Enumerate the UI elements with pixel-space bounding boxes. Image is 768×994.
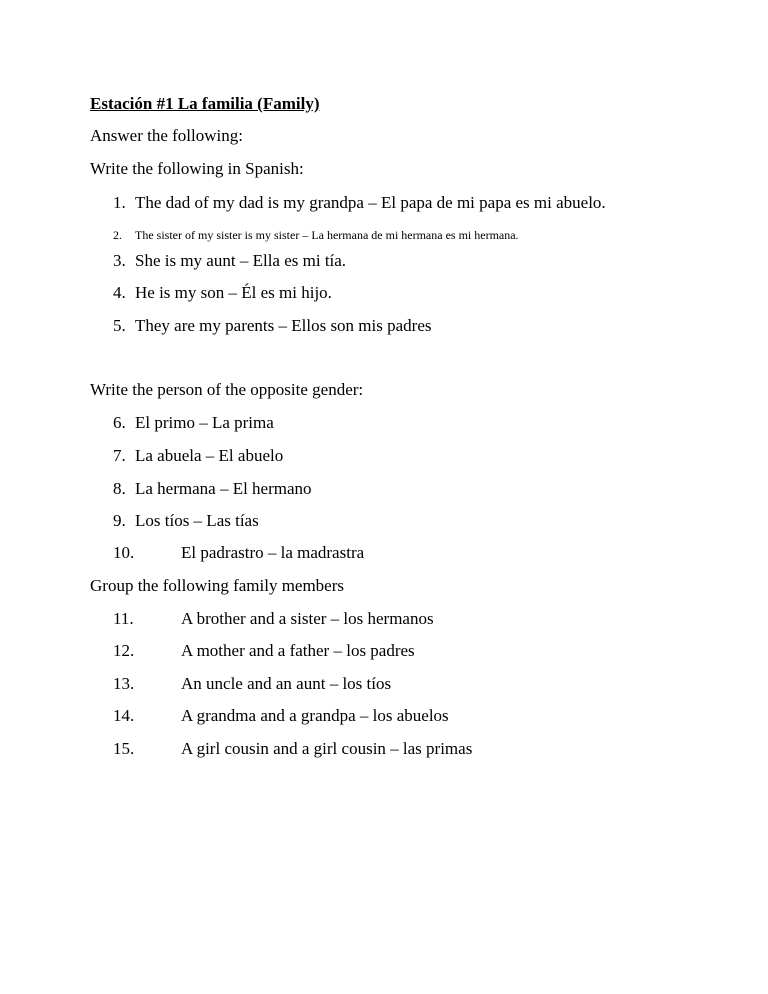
item-number: 5.: [113, 316, 126, 335]
item-text: A grandma and a grandpa – los abuelos: [181, 706, 449, 725]
item-text: A mother and a father – los padres: [181, 641, 415, 660]
instruction-text: Answer the following:: [90, 126, 243, 145]
item-number: 11.: [113, 609, 134, 628]
item-number: 6.: [113, 413, 126, 432]
item-number: 12.: [113, 641, 135, 660]
item-number: 4.: [113, 283, 126, 302]
item-text: The sister of my sister is my sister – La hermana de mi hermana es mi hermana.: [135, 228, 519, 242]
item-text: A girl cousin and a girl cousin – las primas: [181, 739, 473, 758]
item-text: La hermana – El hermano: [135, 479, 312, 498]
item-number: 15.: [113, 739, 135, 758]
item-text: El padrastro – la madrastra: [181, 543, 365, 562]
item-number: 13.: [113, 674, 135, 693]
item-number: 2.: [113, 228, 122, 242]
item-number: 10.: [113, 543, 135, 562]
item-text: The dad of my dad is my grandpa – El papa de mi papa es mi abuelo.: [135, 193, 606, 212]
item-number: 14.: [113, 706, 135, 725]
item-text: A brother and a sister – los hermanos: [181, 609, 434, 628]
item-number: 9.: [113, 511, 126, 530]
page-title: Estación #1 La familia (Family): [90, 94, 320, 113]
item-text: They are my parents – Ellos son mis padres: [135, 316, 432, 335]
item-text: She is my aunt – Ella es mi tía.: [135, 251, 347, 270]
item-text: He is my son – Él es mi hijo.: [135, 283, 332, 302]
section3-heading: Group the following family members: [90, 576, 345, 595]
item-number: 3.: [113, 251, 126, 270]
item-text: An uncle and an aunt – los tíos: [181, 674, 392, 693]
section1-heading: Write the following in Spanish:: [90, 159, 304, 178]
item-text: El primo – La prima: [135, 413, 274, 432]
item-number: 8.: [113, 479, 126, 498]
section2-heading: Write the person of the opposite gender:: [90, 380, 364, 399]
item-text: Los tíos – Las tías: [135, 511, 259, 530]
item-number: 7.: [113, 446, 126, 465]
item-number: 1.: [113, 193, 126, 212]
item-text: La abuela – El abuelo: [135, 446, 284, 465]
